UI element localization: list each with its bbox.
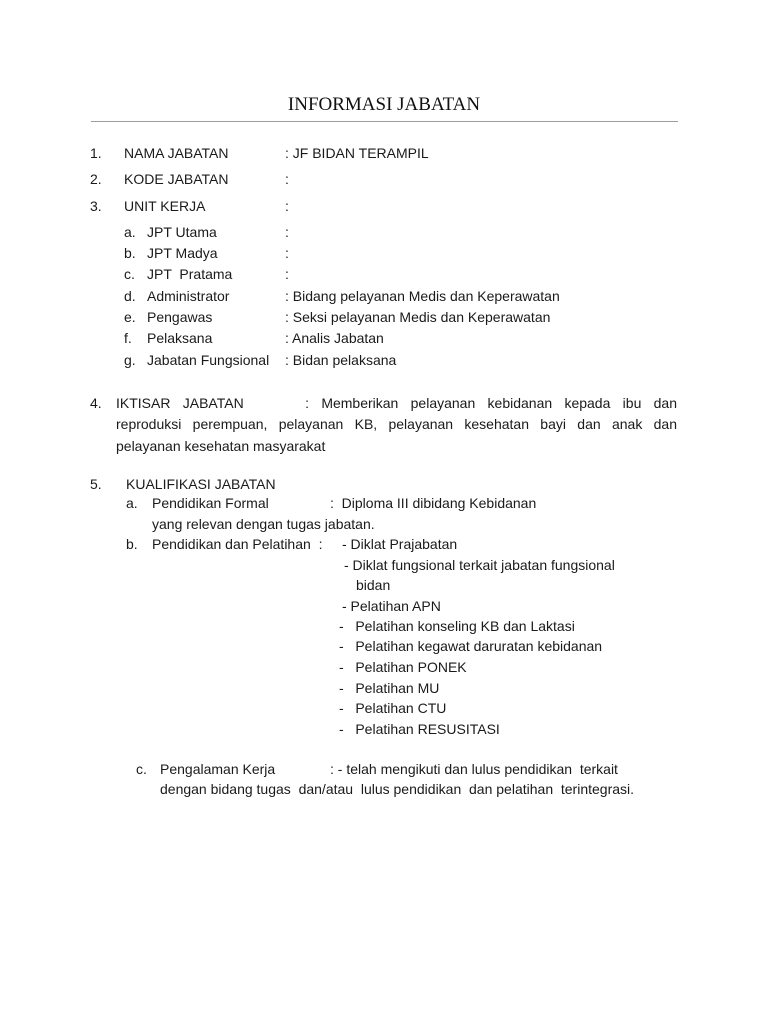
item-number: 2. bbox=[90, 171, 102, 187]
unit-kerja-value: : bbox=[285, 198, 289, 214]
unit-item-value: : Seksi pelayanan Medis dan Keperawatan bbox=[285, 309, 551, 325]
pendidikan-formal-value: : Diploma III dibidang Kebidanan bbox=[330, 495, 537, 511]
nama-jabatan-label: NAMA JABATAN bbox=[124, 145, 229, 161]
item-number: 4. bbox=[90, 395, 102, 411]
list-letter: b. bbox=[126, 536, 138, 552]
pelatihan-item: - Diklat fungsional terkait jabatan fungsional bbox=[344, 557, 615, 573]
pengalaman-kerja-value: : - telah mengikuti dan lulus pendidikan terkait bbox=[330, 761, 618, 777]
unit-kerja-label: UNIT KERJA bbox=[124, 198, 206, 214]
pelatihan-label: Pendidikan dan Pelatihan : bbox=[152, 536, 323, 552]
list-letter: f. bbox=[124, 330, 132, 346]
unit-item-label: JPT Madya bbox=[147, 245, 218, 261]
list-letter: a. bbox=[126, 495, 138, 511]
pelatihan-item: - Pelatihan kegawat daruratan kebidanan bbox=[339, 638, 603, 654]
pelatihan-item: - Pelatihan CTU bbox=[339, 700, 447, 716]
list-letter: d. bbox=[124, 288, 136, 304]
unit-item-label: Pengawas bbox=[147, 309, 213, 325]
nama-jabatan-value: : JF BIDAN TERAMPIL bbox=[285, 145, 429, 161]
pelatihan-item: bidan bbox=[356, 577, 391, 593]
list-letter: c. bbox=[136, 761, 147, 777]
pelatihan-item: - Diklat Prajabatan bbox=[342, 536, 458, 552]
pengalaman-kerja-continuation: dengan bidang tugas dan/atau lulus pendidikan dan pelatihan terintegrasi. bbox=[160, 781, 635, 797]
unit-item-value: : bbox=[285, 266, 289, 282]
iktisar-line: reproduksi perempuan, pelayanan KB, pelayanan kesehatan bayi dan anak dan bbox=[116, 416, 677, 432]
unit-item-label: JPT Utama bbox=[147, 224, 217, 240]
pendidikan-formal-label: Pendidikan Formal bbox=[152, 495, 269, 511]
unit-item-value: : Bidan pelaksana bbox=[285, 352, 397, 368]
kualifikasi-label: KUALIFIKASI JABATAN bbox=[126, 476, 276, 492]
unit-item-label: Jabatan Fungsional bbox=[147, 352, 270, 368]
unit-item-value: : Bidang pelayanan Medis dan Keperawatan bbox=[285, 288, 560, 304]
pendidikan-formal-continuation: yang relevan dengan tugas jabatan. bbox=[152, 516, 375, 532]
unit-item-label: Pelaksana bbox=[147, 330, 213, 346]
unit-item-value: : Analis Jabatan bbox=[285, 330, 384, 346]
pelatihan-item: - Pelatihan MU bbox=[339, 680, 440, 696]
item-number: 5. bbox=[90, 476, 102, 492]
pelatihan-item: - Pelatihan RESUSITASI bbox=[339, 721, 500, 737]
list-letter: e. bbox=[124, 309, 136, 325]
kode-jabatan-label: KODE JABATAN bbox=[124, 171, 229, 187]
pelatihan-item: - Pelatihan APN bbox=[342, 598, 441, 614]
item-number: 1. bbox=[90, 145, 102, 161]
document-title: INFORMASI JABATAN bbox=[287, 94, 481, 115]
list-letter: b. bbox=[124, 245, 136, 261]
list-letter: a. bbox=[124, 224, 136, 240]
unit-item-value: : bbox=[285, 245, 289, 261]
list-letter: g. bbox=[124, 352, 136, 368]
unit-item-label: Administrator bbox=[147, 288, 230, 304]
list-letter: c. bbox=[124, 266, 135, 282]
iktisar-line: IKTISAR JABATAN : Memberikan pelayanan kebidanan kepada ibu dan bbox=[116, 395, 677, 411]
pelatihan-item: - Pelatihan PONEK bbox=[339, 659, 467, 675]
item-number: 3. bbox=[90, 198, 102, 214]
unit-item-label: JPT Pratama bbox=[147, 266, 233, 282]
unit-item-value: : bbox=[285, 224, 289, 240]
title-underline bbox=[91, 121, 678, 122]
iktisar-line: pelayanan kesehatan masyarakat bbox=[116, 438, 326, 454]
pelatihan-item: - Pelatihan konseling KB dan Laktasi bbox=[339, 618, 575, 634]
pengalaman-kerja-label: Pengalaman Kerja bbox=[160, 761, 276, 777]
kode-jabatan-value: : bbox=[285, 171, 289, 187]
